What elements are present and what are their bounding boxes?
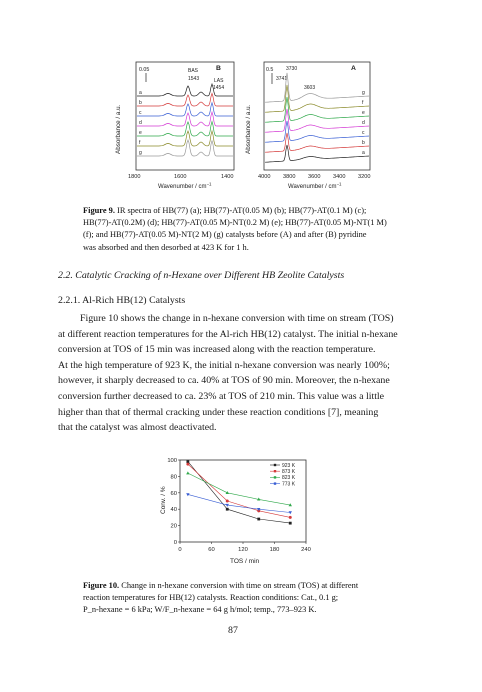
figure-10-caption-line: reaction temperatures for HB(12) catalysts. Reaction conditions: Cat., 0.1 g; [83, 593, 339, 603]
panel-b-xtick-1800: 1800 [128, 174, 141, 180]
body-line: At the high temperature of 923 K, the initial n-hexane conversion was nearly 100%; [58, 359, 390, 371]
x-tick-label: 180 [269, 547, 280, 553]
legend-marker [274, 470, 276, 472]
legend-marker [274, 464, 276, 466]
y-tick-label: 20 [170, 523, 177, 530]
body-paragraph [58, 311, 424, 436]
panel-b-curve-label: c [139, 110, 142, 116]
legend-marker [274, 482, 276, 484]
y-tick-label: 60 [170, 490, 177, 497]
panel-a-curve-label: a [362, 150, 365, 156]
figure-9-panel-b [115, 62, 234, 190]
section-heading: 2.2. Catalytic Cracking of n-Hexane over Different HB Zeolite Catalysts [58, 270, 345, 281]
panel-b-curve-label: b [139, 100, 142, 106]
panel-a-xlabel: Wavenumber / $cm^{-1}$ [288, 181, 342, 190]
x-tick-label: 120 [238, 547, 248, 553]
panel-a-xtick-3600: 3600 [308, 174, 321, 180]
panel-a-curve-label: d [362, 120, 365, 126]
panel-a-letter: A [351, 65, 356, 72]
legend-marker [274, 476, 276, 478]
y-tick-label: 100 [167, 458, 177, 464]
panel-a-xtick-4000: 4000 [258, 174, 271, 180]
panel-a-curve-label: c [362, 130, 365, 136]
panel-b-xtick-1600: 1600 [174, 174, 187, 180]
panel-b-curve-label: e [139, 130, 142, 136]
data-point-923-k [226, 508, 229, 511]
panel-a-ylabel: Absorbance / a.u. [245, 104, 252, 154]
panel-b-scale: 0.05 [139, 67, 150, 73]
data-point-873-k [289, 516, 292, 519]
y-tick-label: 80 [170, 474, 177, 481]
body-line: conversion further decreased to ca. 23% at TOS of 210 min. This value was a little [58, 390, 385, 402]
x-tick-label: 0 [178, 547, 182, 553]
x-axis-label: TOS / min [230, 558, 260, 565]
figure-9 [108, 56, 380, 196]
panel-a-curve-label: b [362, 140, 365, 146]
panel-a-xtick-3400: 3400 [333, 174, 346, 180]
panel-a-curve-label: f [362, 100, 364, 106]
x-tick-label: 240 [301, 547, 311, 553]
figure-10-label: Figure 10. [83, 581, 120, 590]
body-line: at different reaction temperatures for the Al-rich HB(12) catalyst. The initial n-hexane [58, 328, 398, 340]
panel-b-curve-label: a [139, 90, 142, 96]
data-point-923-k [289, 522, 292, 525]
panel-b-curve-label: d [139, 120, 142, 126]
panel-a-peak-3730: 3730 [286, 66, 298, 72]
y-axis-label: Conv. / % [160, 486, 167, 514]
figure-10-caption-line: Change in n-hexane conversion with time on stream (TOS) at different [119, 581, 359, 590]
figure-9-caption-line: HB(77)-AT(0.2M) (d); HB(77)-AT(0.05 M)-NT(0.2 M) (e); HB(77)-AT(0.05 M)-NT(1 M) [83, 218, 387, 228]
figure-9-caption [83, 205, 411, 254]
panel-a-xtick-3800: 3800 [283, 174, 296, 180]
body-line: however, it sharply decreased to ca. 40% at TOS of 90 min. Moreover, the n-hexane [58, 375, 390, 387]
figure-10-caption-line: P_n-hexane = 6 kPa; W/F_n-hexane = 64 g h/mol; temp., 773–923 K. [83, 605, 317, 615]
y-tick-label: 0 [173, 540, 177, 546]
body-line: higher than that of thermal cracking under these reaction conditions [7], meaning [58, 406, 379, 418]
body-line: Figure 10 shows the change in n-hexane conversion with time on stream (TOS) [80, 313, 394, 324]
legend-label: 923 K [282, 462, 296, 469]
figure-9-caption-line: (f); and HB(77)-AT(0.05 M)-NT(2 M) (g) catalysts before (A) and after (B) pyridine [83, 230, 367, 240]
panel-b-ylabel: Absorbance / a.u. [115, 104, 122, 154]
panel-b-xlabel: Wavenumber / $cm^{-1}$ [158, 181, 212, 190]
panel-a-peak-3603: 3603 [304, 85, 316, 91]
data-point-873-k [226, 500, 229, 503]
panel-a-scale: 0.5 [266, 67, 274, 73]
y-tick-label: 40 [170, 507, 177, 514]
legend-label: 773 K [282, 481, 296, 488]
panel-b-peak-las: LAS [214, 78, 224, 84]
legend-label: 823 K [282, 475, 296, 482]
panel-b-xtick-1400: 1400 [221, 174, 234, 180]
page-number: 87 [228, 625, 238, 636]
figure-9-label: Figure 9. [83, 206, 115, 215]
panel-b-peak-1543: 1543 [188, 76, 200, 82]
panel-b-peak-1454: 1454 [213, 85, 225, 91]
panel-b-curve-label: f [139, 140, 141, 146]
panel-b-letter: B [216, 65, 221, 72]
panel-a-curve-label: e [362, 110, 365, 116]
figure-9-caption-line: IR spectra of HB(77) (a); HB(77)-AT(0.05 M) (b); HB(77)-AT(0.1 M) (c); [114, 206, 367, 215]
figure-10-chart [156, 452, 316, 567]
figure-9-caption-line: was absorbed and then desorbed at 423 K for 1 h. [83, 242, 249, 252]
body-line: conversion at TOS of 15 min was increased along with the reaction temperature. [58, 344, 376, 356]
panel-a-xtick-3200: 3200 [358, 174, 371, 180]
panel-b-peak-bas: BAS [188, 68, 199, 74]
panel-b-curve-label: g [139, 150, 142, 156]
x-tick-label: 60 [208, 547, 215, 553]
subsection-heading: 2.2.1. Al-Rich HB(12) Catalysts [58, 295, 186, 306]
data-point-923-k [257, 518, 260, 521]
data-point-873-k [186, 463, 189, 466]
panel-a-peak-3741: 3741 [276, 76, 288, 82]
panel-a-curve-label: g [362, 90, 365, 96]
body-line: that the catalyst was almost deactivated. [58, 422, 217, 434]
legend-label: 873 K [282, 469, 296, 475]
figure-9-panel-a [245, 62, 370, 190]
figure-10-caption [83, 580, 413, 617]
